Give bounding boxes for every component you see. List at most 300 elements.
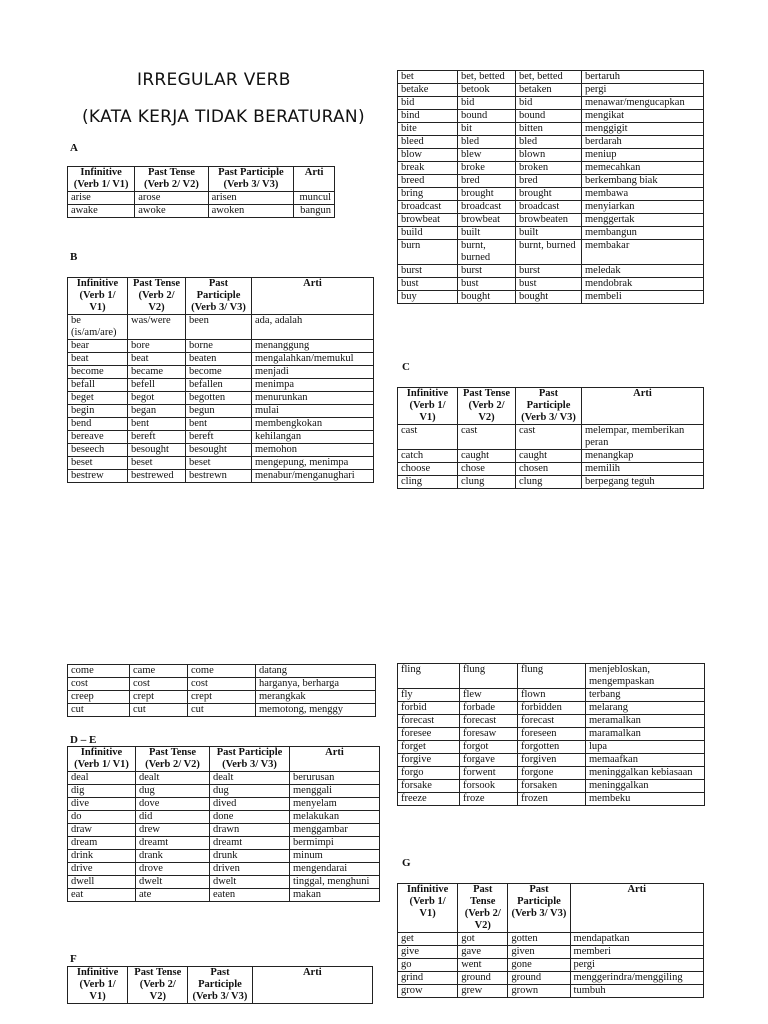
table-cell: grow	[398, 985, 458, 998]
table-row	[68, 691, 376, 704]
table-cell: mengendarai	[290, 863, 380, 876]
table-cell: menanggung	[252, 340, 374, 353]
table-cell: begin	[68, 405, 128, 418]
verb-table-c	[397, 387, 704, 489]
section-label-c: C	[402, 361, 410, 373]
table-cell: foresaw	[460, 728, 518, 741]
table-cell: meniup	[582, 149, 704, 162]
table-cell: dreamt	[210, 837, 290, 850]
table-cell: bound	[516, 110, 582, 123]
column-header: Past Participle (Verb 3/ V3)	[516, 388, 582, 425]
table-cell: go	[398, 959, 458, 972]
table-cell: cut	[130, 704, 188, 717]
table-cell: besought	[128, 444, 186, 457]
table-cell: meledak	[582, 265, 704, 278]
table-cell: forsake	[398, 780, 460, 793]
table-cell: flung	[518, 664, 586, 689]
table-cell: dug	[210, 785, 290, 798]
table-cell: bereft	[128, 431, 186, 444]
table-cell: burst	[458, 265, 516, 278]
table-cell: began	[128, 405, 186, 418]
table-cell: pergi	[582, 84, 704, 97]
table-cell: fling	[398, 664, 460, 689]
table-row	[68, 205, 335, 218]
table-row	[398, 780, 705, 793]
table-row	[398, 946, 704, 959]
table-row	[68, 785, 380, 798]
table-cell: menurunkan	[252, 392, 374, 405]
table-cell: beseech	[68, 444, 128, 457]
table-cell: menggertak	[582, 214, 704, 227]
table-cell: burnt, burned	[458, 240, 516, 265]
table-row	[398, 702, 705, 715]
table-row	[398, 240, 704, 265]
table-cell: forgave	[460, 754, 518, 767]
column-header: Past Tense (Verb 2/ V2)	[128, 278, 186, 315]
table-row	[398, 291, 704, 304]
table-cell: meninggalkan	[586, 780, 705, 793]
table-cell: forecast	[518, 715, 586, 728]
table-cell: burst	[398, 265, 458, 278]
table-cell: besought	[186, 444, 252, 457]
table-cell: freeze	[398, 793, 460, 806]
table-cell: come	[188, 665, 256, 678]
table-row	[68, 772, 380, 785]
table-cell: bangun	[294, 205, 335, 218]
table-cell: memilih	[582, 463, 704, 476]
table-cell: cast	[458, 425, 516, 450]
table-cell: mengepung, menimpa	[252, 457, 374, 470]
table-cell: bestrewn	[186, 470, 252, 483]
table-cell: bid	[458, 97, 516, 110]
table-cell: lupa	[586, 741, 705, 754]
table-cell: membeli	[582, 291, 704, 304]
table-row	[68, 889, 380, 902]
table-cell: bet, betted	[458, 71, 516, 84]
table-row	[398, 754, 705, 767]
table-cell: menggali	[290, 785, 380, 798]
table-row	[68, 837, 380, 850]
column-header: Past Tense (Verb 2/ V2)	[135, 167, 208, 192]
table-cell: meninggalkan kebiasaan	[586, 767, 705, 780]
table-cell: browbeaten	[516, 214, 582, 227]
table-cell: built	[458, 227, 516, 240]
table-row	[398, 972, 704, 985]
table-cell: menabur/menganughari	[252, 470, 374, 483]
table-row	[68, 315, 374, 340]
table-row	[68, 824, 380, 837]
table-cell: drunk	[210, 850, 290, 863]
table-cell: menawar/mengucapkan	[582, 97, 704, 110]
table-row	[68, 392, 374, 405]
table-cell: dove	[136, 798, 210, 811]
table-cell: meramalkan	[586, 715, 705, 728]
table-cell: breed	[398, 175, 458, 188]
table-cell: forsaken	[518, 780, 586, 793]
column-header: Past Tense (Verb 2/ V2)	[458, 884, 508, 933]
column-header: Arti	[252, 278, 374, 315]
table-row	[68, 665, 376, 678]
table-row	[398, 933, 704, 946]
table-cell: beset	[186, 457, 252, 470]
table-cell: do	[68, 811, 136, 824]
table-cell: muncul	[294, 192, 335, 205]
table-cell: forwent	[460, 767, 518, 780]
table-cell: bleed	[398, 136, 458, 149]
table-cell: done	[210, 811, 290, 824]
table-cell: minum	[290, 850, 380, 863]
table-cell: frozen	[518, 793, 586, 806]
table-row	[398, 214, 704, 227]
table-header-row	[398, 388, 704, 425]
table-cell: membeku	[586, 793, 705, 806]
column-header: Arti	[290, 747, 380, 772]
table-cell: bent	[128, 418, 186, 431]
table-cell: memberi	[570, 946, 703, 959]
table-cell: forbid	[398, 702, 460, 715]
column-header: Arti	[582, 388, 704, 425]
verb-table-c-continued	[67, 664, 376, 717]
table-cell: deal	[68, 772, 136, 785]
table-cell: kehilangan	[252, 431, 374, 444]
table-cell: berurusan	[290, 772, 380, 785]
table-cell: mengalahkan/memukul	[252, 353, 374, 366]
verb-table-b-continued	[397, 70, 704, 304]
column-header: Infinitive (Verb 1/ V1)	[398, 884, 458, 933]
verb-table-f-continued	[397, 663, 705, 806]
table-row	[398, 110, 704, 123]
table-cell: browbeat	[398, 214, 458, 227]
table-row	[398, 175, 704, 188]
table-cell: dealt	[210, 772, 290, 785]
column-header: Past Tense (Verb 2/ V2)	[136, 747, 210, 772]
table-cell: given	[508, 946, 570, 959]
table-cell: forget	[398, 741, 460, 754]
table-cell: drank	[136, 850, 210, 863]
table-cell: memaafkan	[586, 754, 705, 767]
table-cell: bet	[398, 71, 458, 84]
table-cell: bound	[458, 110, 516, 123]
table-cell: melempar, memberikan peran	[582, 425, 704, 450]
table-cell: dream	[68, 837, 136, 850]
verb-table-f	[67, 966, 373, 1004]
table-cell: blow	[398, 149, 458, 162]
table-cell: bermimpi	[290, 837, 380, 850]
table-cell: chosen	[516, 463, 582, 476]
table-cell: bestrewed	[128, 470, 186, 483]
table-header-row	[68, 747, 380, 772]
table-cell: clung	[458, 476, 516, 489]
table-cell: broadcast	[398, 201, 458, 214]
table-cell: became	[128, 366, 186, 379]
column-header: Infinitive (Verb 1/ V1)	[68, 967, 128, 1004]
table-cell: drawn	[210, 824, 290, 837]
table-row	[68, 379, 374, 392]
table-row	[398, 767, 705, 780]
table-cell: mengikat	[582, 110, 704, 123]
table-cell: cut	[188, 704, 256, 717]
table-cell: chose	[458, 463, 516, 476]
table-cell: membengkokan	[252, 418, 374, 431]
section-label-a: A	[70, 142, 78, 154]
table-cell: membakar	[582, 240, 704, 265]
table-cell: beat	[68, 353, 128, 366]
table-cell: flung	[460, 664, 518, 689]
table-cell: bust	[516, 278, 582, 291]
table-row	[398, 425, 704, 450]
table-cell: menggerindra/menggiling	[570, 972, 703, 985]
table-cell: datang	[256, 665, 376, 678]
table-cell: forgiven	[518, 754, 586, 767]
table-cell: burn	[398, 240, 458, 265]
table-row	[398, 278, 704, 291]
table-cell: bestrew	[68, 470, 128, 483]
table-row	[68, 704, 376, 717]
table-cell: betook	[458, 84, 516, 97]
table-row	[68, 678, 376, 691]
table-cell: menjebloskan, mengempaskan	[586, 664, 705, 689]
table-cell: built	[516, 227, 582, 240]
table-cell: bite	[398, 123, 458, 136]
table-cell: broken	[516, 162, 582, 175]
table-row	[398, 741, 705, 754]
table-cell: bring	[398, 188, 458, 201]
column-header: Past Participle (Verb 3/ V3)	[186, 278, 252, 315]
table-cell: ground	[508, 972, 570, 985]
table-cell: crept	[188, 691, 256, 704]
table-cell: bind	[398, 110, 458, 123]
table-cell: dwelt	[136, 876, 210, 889]
table-cell: cut	[68, 704, 130, 717]
table-cell: catch	[398, 450, 458, 463]
table-cell: did	[136, 811, 210, 824]
table-cell: berpegang teguh	[582, 476, 704, 489]
table-cell: begot	[128, 392, 186, 405]
column-header: Infinitive (Verb 1/ V1)	[68, 278, 128, 315]
table-cell: bled	[458, 136, 516, 149]
table-cell: broadcast	[516, 201, 582, 214]
table-row	[68, 405, 374, 418]
table-cell: eaten	[210, 889, 290, 902]
table-row	[68, 876, 380, 889]
table-cell: menangkap	[582, 450, 704, 463]
column-header: Past Participle (Verb 3/ V3)	[210, 747, 290, 772]
column-header: Infinitive (Verb 1/ V1)	[68, 747, 136, 772]
table-cell: drew	[136, 824, 210, 837]
table-cell: forgo	[398, 767, 460, 780]
table-cell: flew	[460, 689, 518, 702]
table-cell: arisen	[208, 192, 294, 205]
table-row	[68, 457, 374, 470]
table-cell: terbang	[586, 689, 705, 702]
table-cell: brought	[516, 188, 582, 201]
table-row	[68, 340, 374, 353]
table-cell: bet, betted	[516, 71, 582, 84]
table-cell: grew	[458, 985, 508, 998]
table-cell: crept	[130, 691, 188, 704]
table-cell: build	[398, 227, 458, 240]
table-cell: cost	[130, 678, 188, 691]
table-cell: bred	[458, 175, 516, 188]
table-cell: bust	[458, 278, 516, 291]
table-cell: dive	[68, 798, 136, 811]
table-cell: ground	[458, 972, 508, 985]
table-cell: beset	[128, 457, 186, 470]
table-header-row	[68, 167, 335, 192]
table-cell: gave	[458, 946, 508, 959]
column-header: Past Participle (Verb 3/ V3)	[508, 884, 570, 933]
column-header: Arti	[570, 884, 703, 933]
table-cell: cast	[516, 425, 582, 450]
table-cell: bereave	[68, 431, 128, 444]
table-cell: forgotten	[518, 741, 586, 754]
table-cell: clung	[516, 476, 582, 489]
table-cell: burnt, burned	[516, 240, 582, 265]
table-row	[398, 793, 705, 806]
section-label-g: G	[402, 857, 411, 869]
table-cell: beat	[128, 353, 186, 366]
table-cell: menimpa	[252, 379, 374, 392]
section-label-b: B	[70, 251, 78, 263]
table-row	[398, 476, 704, 489]
table-row	[68, 418, 374, 431]
column-header: Infinitive (Verb 1/ V1)	[398, 388, 458, 425]
table-row	[398, 450, 704, 463]
table-cell: menyelam	[290, 798, 380, 811]
table-cell: mulai	[252, 405, 374, 418]
table-cell: beaten	[186, 353, 252, 366]
table-cell: dig	[68, 785, 136, 798]
table-cell: drink	[68, 850, 136, 863]
table-row	[68, 470, 374, 483]
table-row	[398, 959, 704, 972]
table-cell: bought	[516, 291, 582, 304]
table-row	[398, 84, 704, 97]
table-cell: bid	[398, 97, 458, 110]
verb-table-b	[67, 277, 374, 483]
table-cell: dug	[136, 785, 210, 798]
table-cell: menyiarkan	[582, 201, 704, 214]
table-cell: cost	[188, 678, 256, 691]
section-label-f: F	[70, 953, 77, 965]
table-header-row	[68, 967, 373, 1004]
table-cell: beset	[68, 457, 128, 470]
table-cell: befallen	[186, 379, 252, 392]
column-header: Arti	[252, 967, 372, 1004]
table-cell: awake	[68, 205, 135, 218]
table-cell: ate	[136, 889, 210, 902]
table-cell: forbidden	[518, 702, 586, 715]
table-cell: tumbuh	[570, 985, 703, 998]
table-cell: gone	[508, 959, 570, 972]
table-cell: froze	[460, 793, 518, 806]
table-cell: broke	[458, 162, 516, 175]
table-cell: bear	[68, 340, 128, 353]
table-cell: begotten	[186, 392, 252, 405]
table-cell: pergi	[570, 959, 703, 972]
column-header: Arti	[294, 167, 335, 192]
table-cell: broadcast	[458, 201, 516, 214]
table-cell: bore	[128, 340, 186, 353]
table-row	[398, 664, 705, 689]
table-cell: bent	[186, 418, 252, 431]
table-row	[398, 265, 704, 278]
table-cell: creep	[68, 691, 130, 704]
table-cell: bred	[516, 175, 582, 188]
verb-table-de	[67, 746, 380, 902]
table-row	[398, 201, 704, 214]
table-cell: dealt	[136, 772, 210, 785]
table-cell: bid	[516, 97, 582, 110]
page-title: IRREGULAR VERB	[137, 70, 291, 90]
table-cell: cling	[398, 476, 458, 489]
table-cell: cast	[398, 425, 458, 450]
table-cell: be (is/am/are)	[68, 315, 128, 340]
table-cell: menggambar	[290, 824, 380, 837]
table-header-row	[68, 278, 374, 315]
table-cell: choose	[398, 463, 458, 476]
table-cell: forecast	[398, 715, 460, 728]
table-cell: foresee	[398, 728, 460, 741]
table-cell: bitten	[516, 123, 582, 136]
section-label-de: D – E	[70, 734, 97, 746]
table-cell: drove	[136, 863, 210, 876]
table-row	[68, 353, 374, 366]
verb-table-a	[67, 166, 335, 218]
table-cell: bled	[516, 136, 582, 149]
table-cell: tinggal, menghuni	[290, 876, 380, 889]
table-cell: harganya, berharga	[256, 678, 376, 691]
table-cell: maramalkan	[586, 728, 705, 741]
table-cell: memohon	[252, 444, 374, 457]
table-cell: gotten	[508, 933, 570, 946]
table-cell: blew	[458, 149, 516, 162]
table-cell: bend	[68, 418, 128, 431]
table-cell: awoke	[135, 205, 208, 218]
table-cell: ada, adalah	[252, 315, 374, 340]
table-header-row	[398, 884, 704, 933]
table-cell: burst	[516, 265, 582, 278]
table-cell: come	[68, 665, 130, 678]
table-cell: menggigit	[582, 123, 704, 136]
table-cell: become	[186, 366, 252, 379]
table-cell: caught	[458, 450, 516, 463]
table-cell: forgot	[460, 741, 518, 754]
table-cell: bertaruh	[582, 71, 704, 84]
table-cell: flown	[518, 689, 586, 702]
table-cell: buy	[398, 291, 458, 304]
column-header: Infinitive (Verb 1/ V1)	[68, 167, 135, 192]
table-cell: blown	[516, 149, 582, 162]
table-cell: forecast	[460, 715, 518, 728]
table-row	[398, 97, 704, 110]
table-cell: brought	[458, 188, 516, 201]
table-cell: bereft	[186, 431, 252, 444]
table-cell: draw	[68, 824, 136, 837]
table-row	[398, 162, 704, 175]
table-row	[398, 71, 704, 84]
table-cell: forgone	[518, 767, 586, 780]
table-cell: dwell	[68, 876, 136, 889]
table-cell: arose	[135, 192, 208, 205]
table-cell: bust	[398, 278, 458, 291]
table-cell: eat	[68, 889, 136, 902]
table-row	[398, 728, 705, 741]
table-cell: arise	[68, 192, 135, 205]
table-cell: memecahkan	[582, 162, 704, 175]
column-header: Past Participle (Verb 3/ V3)	[208, 167, 294, 192]
table-row	[398, 715, 705, 728]
